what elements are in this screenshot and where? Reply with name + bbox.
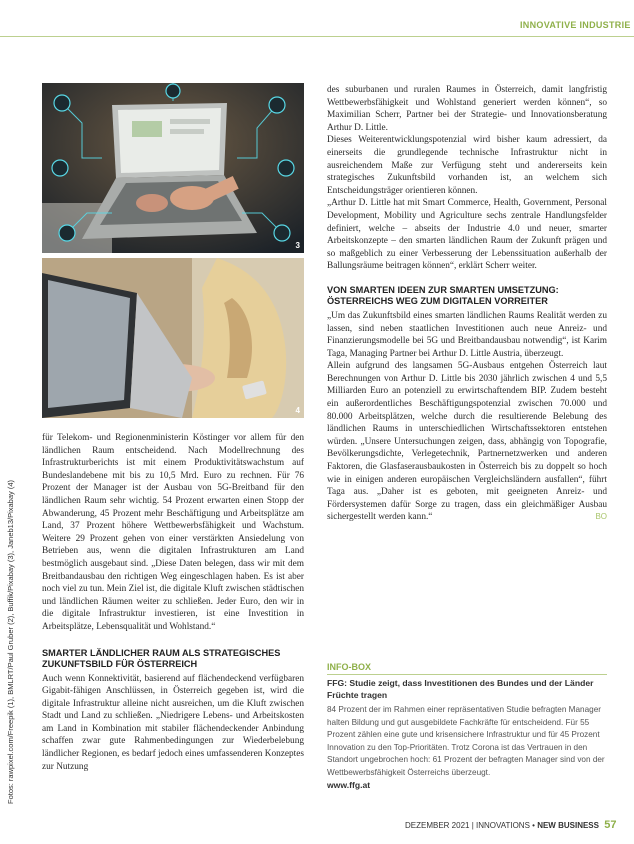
paragraph: „Arthur D. Little hat mit Smart Commerce, Health, Government, Personal Development, Mobility und Agriculture sechs zentrale Handlungsfelder definiert, welche – abseits der Industrie 4.0 und neuer, smarter Arbeitskonzepte – den smarten ländlichen Raum der Zukunft prägen und so maßgeblich zu einer Verbesserung der Lebenssituation außerhalb der Ballungsräume beitragen können“, erklärt Scherr weiter.: [327, 198, 607, 272]
paragraph: „Um das Zukunftsbild eines smarten ländlichen Raums Realität werden zu lassen, sind neben staatlichen Investitionen auch neue Anreiz- und Finanzierungsmodelle bei 5G und Breitbandausbau notwendig“, ist Karim Taga, Managing Partner bei Arthur D. Little Austria, überzeugt.: [327, 310, 607, 359]
woman-laptop-illustration: [42, 258, 304, 418]
paragraph: [327, 360, 607, 524]
paragraph: für Telekom- und Regionenministerin Köstinger vor allem für den ländlichen Raum entscheidend. Nach Modellrechnung des Infrastrukturberichts ist mit einem Produktivitätswachstum auf Bundeslandebene mit bis zu 10,5 Mrd. Euro zu rechnen. Für 76 Prozent der Manager ist der Ausbau von 5G-Breitband für den ländlichen Raum sehr wichtig. 54 Prozent erwarten einen Stopp der Abwanderung, 45 Prozent mehr Beschäftigung und Arbeitsplätze am Land, 37 Prozent höhere Wettbewerbsfähigkeit und Wachstum. Weitere 29 Prozent gehen von einer verstärkten Ansiedelung von Betrieben aus, wenn die digitalen Infrastrukturen am Land bestmöglich ausgebaut sind. „Diese Daten belegen, dass wir mit dem Breitbandausbau den richtigen Weg eingeschlagen haben. Es ist aber noch viel zu tun. Mein Ziel ist, die digitale Kluft zwischen städtischen und ländlichen Räumen weiter zu schließen. Jeder Euro, den wir in die digitale Infrastruktur investieren, ist eine Investition in Arbeitsplätze, Lebensqualität und Wohlstand.“: [42, 433, 304, 632]
page-number: 57: [604, 819, 617, 831]
right-column: [327, 84, 607, 524]
info-box-title: FFG: Studie zeigt, dass Investitionen des Bundes und der Länder Früchte tragen: [327, 678, 594, 700]
info-box-label: INFO-BOX: [327, 662, 607, 675]
info-box-link[interactable]: www.ffg.at: [327, 780, 371, 790]
paragraph: Auch wenn Konnektivität, basierend auf flächendeckend verfügbaren Gigabit-fähigen Anschlüssen, in Österreich gegeben ist, wird die digitale Infrastruktur alleine nicht ausreichen, um die Kluft zwischen Stadt und Land zu schließen. „Niedrigere Lebens- und Arbeitskosten am Land in Kombination mit stabiler flächendeckender Anbindung schaffen zwar gute Rahmenbedingungen zur Wiederbelebung ländlicher Regionen, es bedarf jedoch eines umfassenderen Konzeptes zur Nutzung: [42, 673, 304, 772]
photo-number: 3: [295, 241, 300, 250]
laptop-network-photo: [42, 83, 304, 253]
info-box-body: 84 Prozent der im Rahmen einer repräsentativen Studie befragten Manager halten Bildung und gut ausgebildete Fachkräfte für entscheidend. Für 55 Prozent zählen eine gute und krisensichere Infrastruktur und für 45 Prozent Innovation zu den Top-Prioritäten. Trotz Corona ist das Vertrauen in den Standort ungebrochen hoch: 61 Prozent der befragten Manager sind von der Wettbewerbsfähigkeit Österreichs überzeugt.: [327, 705, 605, 777]
paragraph-text: Allein aufgrund des langsamen 5G-Ausbaus entgehen Österreich laut Berechnungen von Arthur D. Little bis 2030 jährlich zwischen 4 und 5,5 Milliarden Euro an potenziell zu erwirtschaftendem BIP. Zudem besteht ein außerordentliches Beschäftigungspotenzial zwischen 70.000 und 80.000 Arbeitsplätzen, welche durch die resultierende Belebung des ländlichen Raums in unterschiedlichen Wirtschaftssektoren entstehen würden. „Unsere Untersuchungen zeigen, dass, abhängig von Topografie, Bevölkerungsdichte, Verlegetechnik, Partnernetzwerken und anderen Faktoren, die Glasfaserausbaukosten in Österreich bis zu doppelt so hoch wie in einigen anderen europäischen Vergleichsländern ausfallen“, führt Taga aus. „Daher ist es geboten, mit geeigneten Anreiz- und Fördersystemen dafür Sorge zu tragen, dass ein gleichmäßiger Ausbau sichergestellt werden kann.“: [327, 361, 607, 523]
info-box: [327, 662, 607, 790]
photo-credit: Fotos: rawpixel.com/Freepik (1), BMLRT/Paul Gruber (2), Buffik/Pixabay (3), Janeb13/Pixabay (4): [6, 479, 15, 804]
subheading: VON SMARTEN IDEEN ZUR SMARTEN UMSETZUNG: ÖSTERREICHS WEG ZUM DIGITALEN VORREITER: [327, 284, 559, 307]
paragraph: Dieses Weiterentwicklungspotenzial wird bisher kaum adressiert, da einerseits die grundlegende technische Infrastruktur nicht in ausreichendem Maße zur Verfügung steht und andererseits kein strategisches Zukunftsbild vorhanden ist, an welchem sich Entscheidungsträger orientieren können.: [327, 135, 607, 196]
section-label: INNOVATIVE INDUSTRIE: [520, 20, 631, 30]
woman-laptop-photo: [42, 258, 304, 418]
author-initials: BO: [595, 512, 607, 522]
header-rule: [0, 36, 634, 37]
paragraph: des suburbanen und ruralen Raumes in Österreich, damit langfristig Wettbewerbsfähigkeit und Wohlstand generiert werden können“, so Maximilian Scherr, Partner bei der Strategie- und Innovationsberatung Arthur D. Little.: [327, 85, 607, 133]
left-column: [42, 432, 304, 773]
photo-number: 4: [295, 406, 300, 415]
laptop-network-illustration: [42, 83, 304, 253]
page-footer: [405, 819, 616, 831]
footer-issue: DEZEMBER 2021 | INNOVATIONS •: [405, 821, 535, 830]
footer-magazine: NEW BUSINESS: [537, 821, 599, 830]
subheading: SMARTER LÄNDLICHER RAUM ALS STRATEGISCHES ZUKUNFTSBILD FÜR ÖSTERREICH: [42, 647, 281, 669]
